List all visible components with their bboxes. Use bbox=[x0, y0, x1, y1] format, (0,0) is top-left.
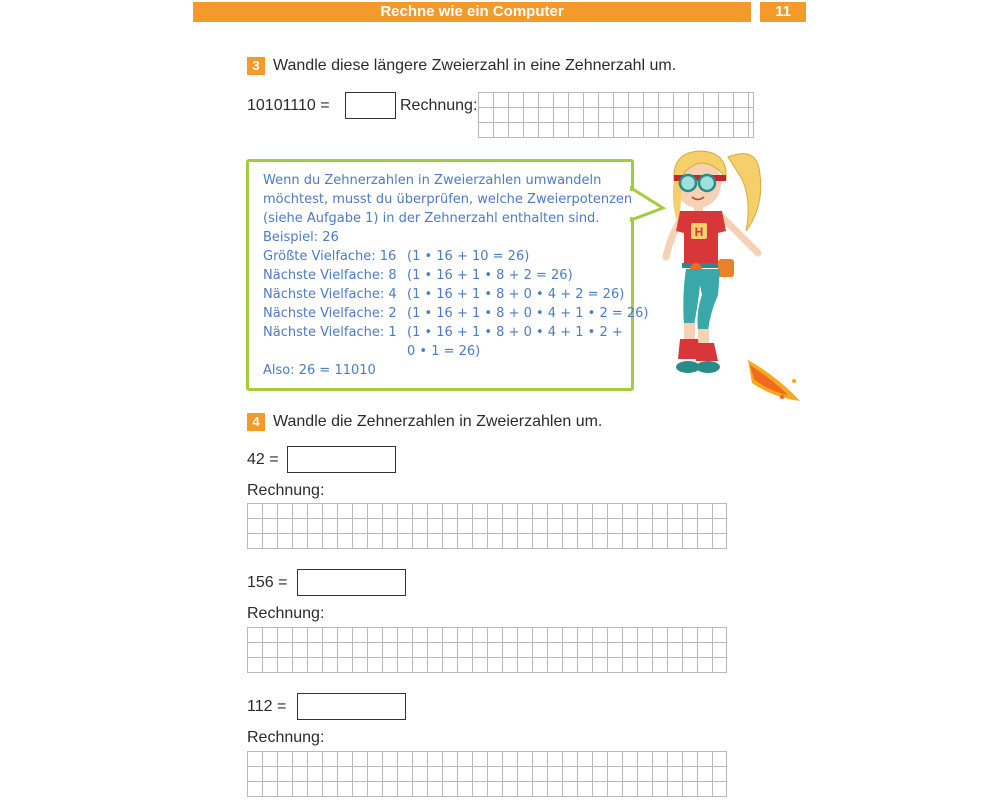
hint-step bbox=[263, 285, 633, 304]
hint-step bbox=[263, 247, 633, 266]
hint-step-label: Nächste Vielfache: 4 bbox=[263, 287, 397, 302]
hint-step bbox=[263, 323, 633, 342]
girl-illustration bbox=[660, 145, 810, 405]
hint-intro-line: (siehe Aufgabe 1) in der Zehnerzahl enthalten sind. bbox=[263, 211, 600, 226]
task-3-calc-grid[interactable] bbox=[478, 92, 754, 138]
answer-input-42[interactable] bbox=[287, 446, 396, 473]
calc-grid-156[interactable] bbox=[247, 627, 727, 673]
hint-step-expression: (1 • 16 + 1 • 8 + 2 = 26) bbox=[407, 268, 573, 283]
hint-intro-line: möchtest, musst du überprüfen, welche Zweierpotenzen bbox=[263, 192, 633, 207]
hint-step-label: Nächste Vielfache: 1 bbox=[263, 325, 397, 340]
calc-label-112: Rechnung: bbox=[247, 729, 325, 746]
task-4-number-156: 156 = bbox=[247, 574, 288, 591]
task-3-instruction: Wandle diese längere Zweierzahl in eine Zehnerzahl um. bbox=[273, 57, 677, 74]
page-number: 11 bbox=[760, 2, 806, 22]
header-title: Rechne wie ein Computer bbox=[193, 2, 751, 22]
hint-step-label: Nächste Vielfache: 8 bbox=[263, 268, 397, 283]
task-3-binary: 10101110 = bbox=[247, 97, 330, 114]
hint-step-continuation: 0 • 1 = 26) bbox=[407, 344, 481, 359]
task-4-instruction: Wandle die Zehnerzahlen in Zweierzahlen um. bbox=[273, 413, 603, 430]
task-4-number-112: 112 = bbox=[247, 698, 287, 715]
hint-step-expression: (1 • 16 + 1 • 8 + 0 • 4 + 1 • 2 + bbox=[407, 325, 623, 340]
hint-step bbox=[263, 304, 649, 323]
hint-conclusion: Also: 26 = 11010 bbox=[263, 363, 376, 378]
hint-step-label: Nächste Vielfache: 2 bbox=[263, 306, 397, 321]
calc-grid-112[interactable] bbox=[247, 751, 727, 797]
calc-label-156: Rechnung: bbox=[247, 605, 325, 622]
hint-intro-line: Wenn du Zehnerzahlen in Zweierzahlen umwandeln bbox=[263, 173, 602, 188]
hint-step-label: Größte Vielfache: 16 bbox=[263, 249, 397, 264]
calc-grid-42[interactable] bbox=[247, 503, 727, 549]
hint-step-expression: (1 • 16 + 10 = 26) bbox=[407, 249, 530, 264]
hint-step-expression: (1 • 16 + 1 • 8 + 0 • 4 + 2 = 26) bbox=[407, 287, 625, 302]
hint-text bbox=[263, 171, 649, 380]
task-4-number-42: 42 = bbox=[247, 451, 279, 468]
answer-input-156[interactable] bbox=[297, 569, 406, 596]
calc-label-42: Rechnung: bbox=[247, 482, 325, 499]
hint-example-line: Beispiel: 26 bbox=[263, 230, 339, 245]
hint-step-expression: (1 • 16 + 1 • 8 + 0 • 4 + 1 • 2 = 26) bbox=[407, 306, 649, 321]
hint-step bbox=[263, 342, 633, 361]
hint-step bbox=[263, 266, 633, 285]
task-3-calc-label: Rechnung: bbox=[400, 97, 478, 114]
svg-text:H: H bbox=[694, 225, 704, 239]
task-4-number: 4 bbox=[247, 413, 265, 431]
answer-input-112[interactable] bbox=[297, 693, 406, 720]
task-3-answer-input[interactable] bbox=[345, 92, 396, 119]
task-3-number: 3 bbox=[247, 57, 265, 75]
